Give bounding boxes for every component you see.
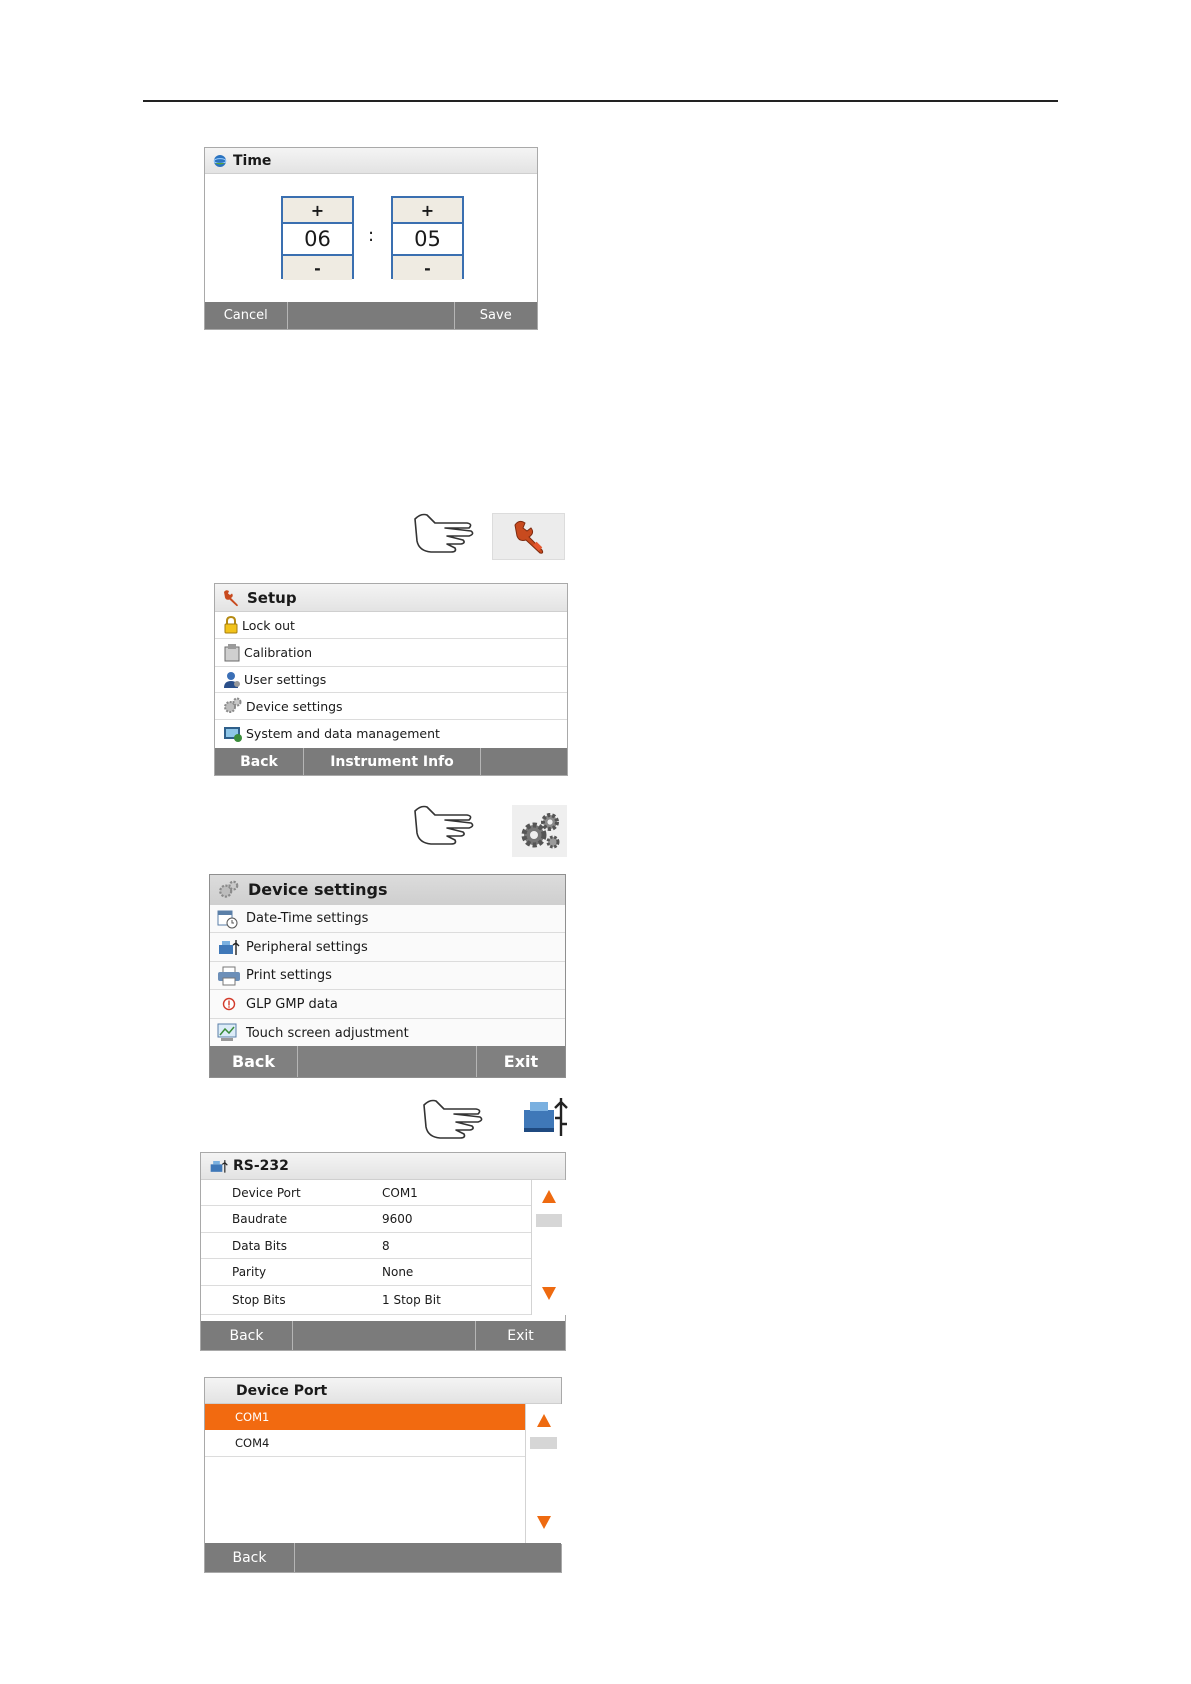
rs232-row-stop-bits[interactable] — [201, 1286, 531, 1315]
calendar-clock-icon — [217, 909, 239, 929]
scroll-up-arrow-icon[interactable] — [537, 1414, 551, 1427]
lock-icon — [223, 616, 239, 634]
back-button[interactable]: Back — [215, 748, 304, 775]
rs232-setting-value: 8 — [382, 1238, 390, 1253]
rs232-setting-name: Parity — [232, 1265, 267, 1279]
rs232-list — [201, 1180, 531, 1315]
hours-decrement-button[interactable]: - — [283, 256, 352, 280]
system-data-icon — [223, 725, 243, 743]
minutes-increment-button[interactable]: + — [393, 198, 462, 222]
exit-button[interactable]: Exit — [507, 1327, 534, 1344]
minutes-decrement-button[interactable]: - — [393, 256, 462, 280]
setup-item-lock-out[interactable] — [215, 612, 567, 639]
footer-empty-slot — [293, 1321, 476, 1350]
calibration-icon — [223, 643, 241, 663]
setup-item-device-settings[interactable] — [215, 693, 567, 720]
device-item-label: Date-Time settings — [246, 911, 369, 926]
gears-icon — [517, 809, 563, 853]
usb-peripheral-icon — [209, 1157, 229, 1175]
device-settings-gears-button[interactable] — [512, 805, 567, 857]
setup-title-bar — [215, 584, 567, 612]
pointing-hand-icon — [411, 801, 481, 851]
device-settings-footer — [210, 1046, 565, 1077]
rs232-row-device-port[interactable] — [201, 1180, 531, 1206]
device-item-label: Touch screen adjustment — [246, 1025, 409, 1041]
setup-item-user-settings[interactable] — [215, 667, 567, 693]
instrument-info-button[interactable]: Instrument Info — [304, 748, 481, 775]
hours-value: 06 — [283, 222, 352, 256]
scroll-up-arrow-icon[interactable] — [542, 1190, 556, 1203]
rs232-setting-name: Stop Bits — [232, 1293, 286, 1307]
setup-item-label: User settings — [244, 672, 327, 687]
device-settings-title-bar — [210, 875, 565, 905]
setup-item-calibration[interactable] — [215, 639, 567, 667]
rs232-row-parity[interactable] — [201, 1259, 531, 1286]
device-item-print[interactable] — [210, 962, 565, 990]
hours-spinner — [281, 196, 354, 279]
globe-icon — [213, 154, 227, 168]
setup-item-label: Calibration — [244, 645, 313, 660]
hours-increment-button[interactable]: + — [283, 198, 352, 222]
rs232-panel — [200, 1152, 566, 1351]
device-port-panel — [204, 1377, 562, 1573]
footer-empty-slot — [298, 1046, 477, 1077]
usb-peripheral-icon — [217, 937, 241, 957]
pointing-hand-icon — [411, 509, 481, 559]
rs232-setting-value: COM1 — [382, 1185, 418, 1200]
wrench-icon — [509, 517, 549, 557]
footer-empty-slot — [288, 302, 455, 329]
device-item-touch-screen[interactable] — [210, 1019, 565, 1047]
device-port-options — [205, 1404, 525, 1457]
setup-item-label: Lock out — [242, 617, 295, 633]
cancel-button[interactable]: Cancel — [205, 302, 288, 329]
rs232-setting-value: 9600 — [382, 1212, 413, 1226]
port-option-com4[interactable] — [205, 1430, 525, 1457]
port-option-label: COM4 — [235, 1436, 270, 1450]
rs232-row-baudrate[interactable] — [201, 1206, 531, 1233]
touch-screen-icon — [217, 1023, 241, 1043]
time-dialog — [204, 147, 538, 330]
setup-footer — [215, 748, 567, 775]
port-option-label: COM1 — [235, 1410, 270, 1424]
page-header-rule — [143, 100, 1058, 102]
scroll-down-arrow-icon[interactable] — [537, 1516, 551, 1529]
rs232-setting-value: None — [382, 1265, 414, 1279]
rs232-setting-name: Baudrate — [232, 1212, 288, 1226]
gears-icon — [218, 880, 240, 900]
device-settings-title: Device settings — [248, 880, 388, 899]
device-item-label: Peripheral settings — [246, 939, 368, 955]
device-port-title-bar — [205, 1378, 561, 1404]
user-settings-icon — [223, 671, 241, 689]
time-separator: : — [368, 225, 375, 246]
device-settings-menu — [209, 874, 566, 1078]
setup-item-label: Device settings — [246, 698, 343, 714]
setup-item-label: System and data management — [246, 726, 440, 741]
scroll-thumb[interactable] — [536, 1214, 562, 1227]
time-title-bar — [205, 148, 537, 174]
pointing-hand-icon — [420, 1095, 490, 1145]
setup-title: Setup — [247, 588, 297, 607]
rs232-setting-name: Data Bits — [232, 1238, 287, 1253]
rs232-setting-value: 1 Stop Bit — [382, 1293, 441, 1307]
back-button[interactable]: Back — [205, 1543, 295, 1572]
rs232-scrollbar[interactable] — [531, 1180, 566, 1315]
footer-empty-slot — [481, 748, 567, 775]
exit-button[interactable]: Exit — [503, 1052, 539, 1071]
device-item-date-time[interactable] — [210, 905, 565, 933]
rs232-title: RS-232 — [233, 1158, 289, 1174]
printer-icon — [217, 966, 241, 986]
usb-peripheral-icon — [521, 1094, 569, 1140]
rs232-title-bar — [201, 1153, 565, 1180]
device-item-glp-gmp[interactable] — [210, 990, 565, 1019]
rs232-row-data-bits[interactable] — [201, 1233, 531, 1259]
wrench-icon — [221, 588, 241, 608]
rs232-setting-name: Device Port — [232, 1185, 301, 1200]
gears-icon — [223, 697, 243, 715]
device-item-label: GLP GMP data — [246, 996, 338, 1012]
device-port-scrollbar[interactable] — [525, 1404, 562, 1544]
setup-wrench-button[interactable] — [492, 513, 565, 560]
time-title: Time — [233, 152, 272, 169]
minutes-spinner — [391, 196, 464, 279]
save-button[interactable]: Save — [479, 308, 512, 323]
time-footer — [205, 302, 537, 329]
scroll-thumb[interactable] — [530, 1437, 557, 1449]
device-item-label: Print settings — [246, 968, 332, 983]
device-port-title: Device Port — [236, 1382, 328, 1399]
setup-menu — [214, 583, 568, 776]
back-button[interactable]: Back — [201, 1321, 293, 1350]
scroll-down-arrow-icon[interactable] — [542, 1287, 556, 1300]
device-item-peripheral[interactable] — [210, 933, 565, 962]
back-button[interactable]: Back — [210, 1046, 298, 1077]
port-option-com1-selected[interactable] — [205, 1404, 525, 1430]
peripheral-settings-button[interactable] — [520, 1092, 570, 1142]
rs232-footer — [201, 1321, 565, 1350]
setup-item-system-data[interactable] — [215, 720, 567, 747]
device-port-footer — [205, 1543, 561, 1572]
minutes-value: 05 — [393, 222, 462, 256]
footer-empty-slot — [295, 1543, 561, 1572]
glp-info-icon — [217, 997, 241, 1011]
